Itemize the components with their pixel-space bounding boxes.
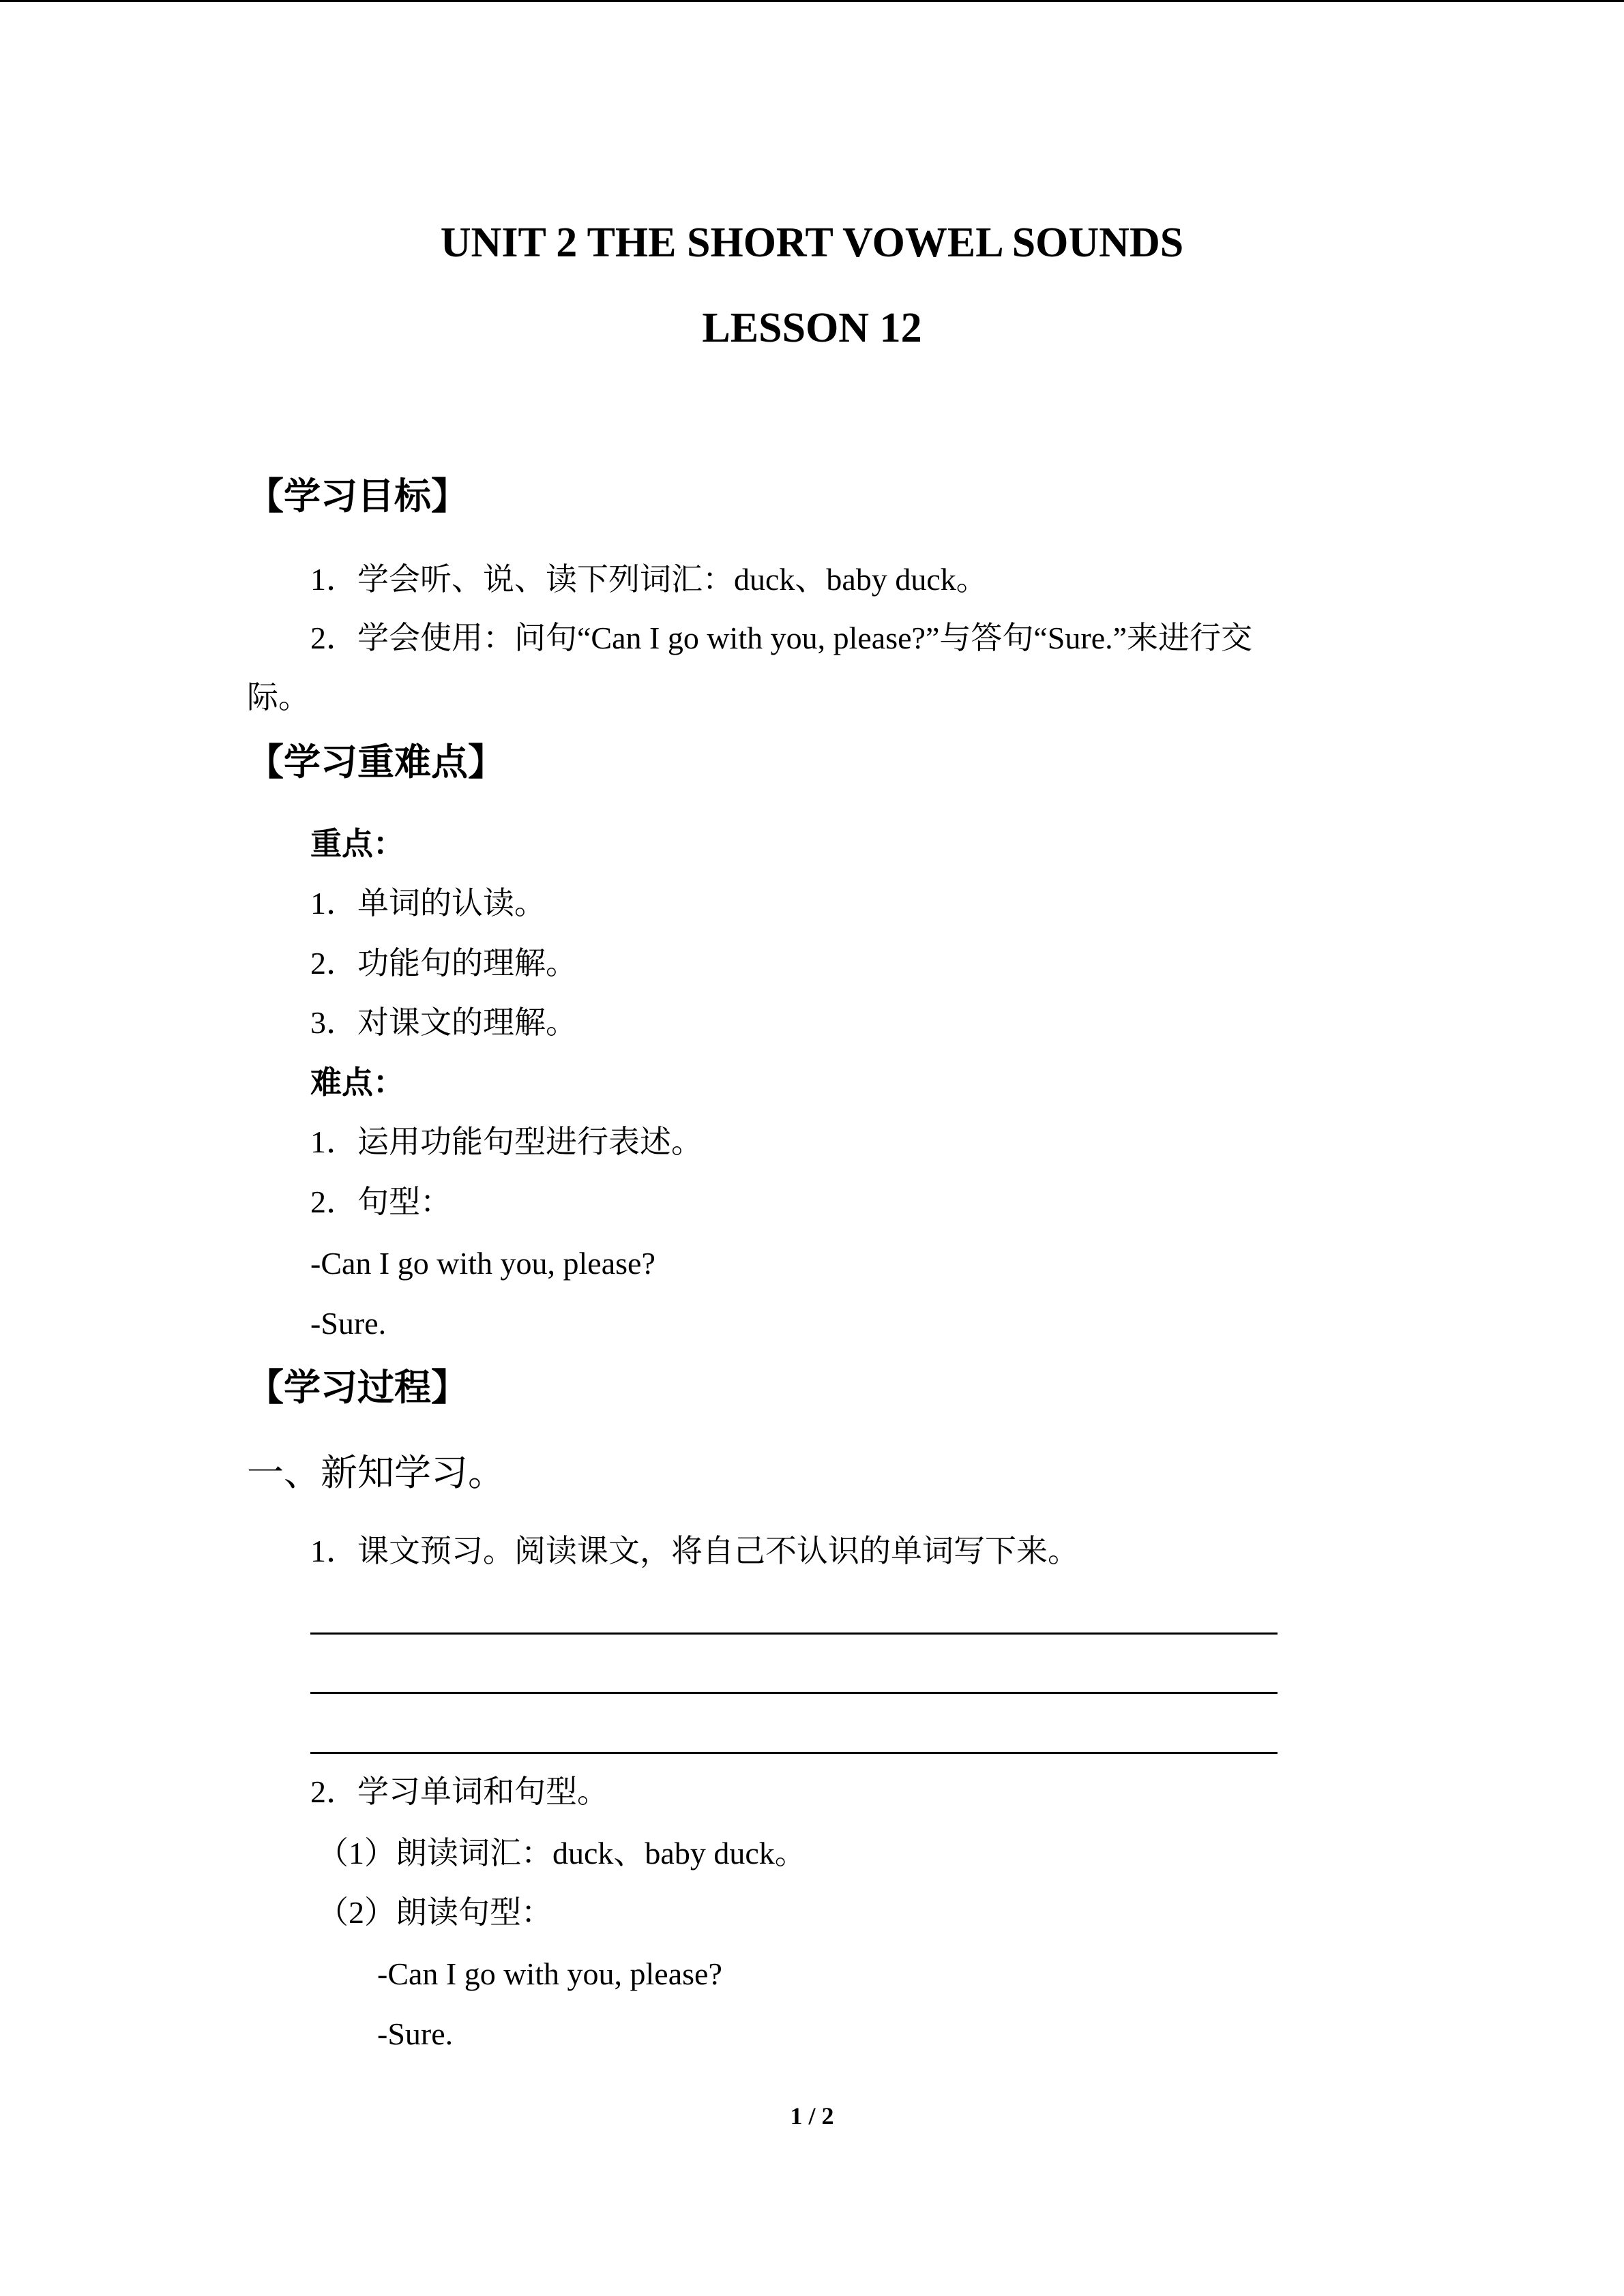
objective-item-2-continued: 际。 (247, 680, 310, 715)
answer-line-2[interactable] (310, 1692, 1278, 1694)
key-label: 重点： (310, 826, 404, 861)
objective-item-2: 2．学会使用：问句“Can I go with you, please?”与答句“Sure.”来进行交 (310, 621, 1253, 655)
key-item-3: 3．对课文的理解。 (310, 1005, 577, 1040)
part-1-heading: 一、新知学习。 (247, 1452, 505, 1493)
key-item-2: 2．功能句的理解。 (310, 946, 577, 981)
difficult-label: 难点： (310, 1065, 404, 1100)
key-points-heading: 【学习重难点】 (247, 741, 505, 784)
answer-line-1[interactable] (310, 1632, 1278, 1635)
practice-answer: -Sure. (377, 2016, 454, 2051)
sub-step-1: （1）朗读词汇：duck、baby duck。 (317, 1836, 806, 1870)
sentence-answer: -Sure. (310, 1306, 387, 1341)
objective-item-1: 1．学会听、说、读下列词汇：duck、baby duck。 (310, 562, 988, 597)
practice-question: -Can I go with you, please? (377, 1956, 722, 1991)
difficult-item-1: 1．运用功能句型进行表述。 (310, 1124, 703, 1159)
answer-line-3[interactable] (310, 1752, 1278, 1754)
unit-title: UNIT 2 THE SHORT VOWEL SOUNDS (440, 220, 1184, 266)
step-2: 2．学习单词和句型。 (310, 1774, 608, 1809)
key-item-1: 1．单词的认读。 (310, 886, 546, 921)
lesson-title: LESSON 12 (702, 305, 922, 351)
page-indicator: 1 / 2 (790, 2102, 834, 2130)
step-1: 1．课文预习。阅读课文，将自己不认识的单词写下来。 (310, 1534, 1079, 1568)
objectives-heading: 【学习目标】 (247, 475, 468, 518)
sub-step-2: （2）朗读句型： (317, 1895, 552, 1930)
difficult-item-2: 2．句型： (310, 1184, 452, 1219)
process-heading: 【学习过程】 (247, 1366, 468, 1409)
sentence-question: -Can I go with you, please? (310, 1246, 655, 1281)
